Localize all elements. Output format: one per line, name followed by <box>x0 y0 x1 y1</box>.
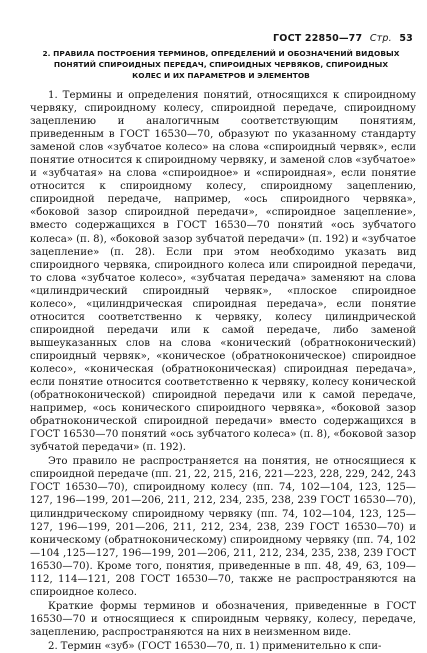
section-title: 2. ПРАВИЛА ПОСТРОЕНИЯ ТЕРМИНОВ, ОПРЕДЕЛЕНИЙ И ОБОЗНАЧЕНИЙ ВИДОВЫХ ПОНЯТИЙ СПИРОИДНЫХ ПЕРЕДАЧ, СПИРОИДНЫХ ЧЕРВЯКОВ, СПИРОИДНЫХ КОЛЕС И ИХ ПАРАМЕТРОВ И ЭЛЕМЕНТОВ <box>42 49 400 81</box>
paragraph-3: Краткие формы терминов и обозначения, приведенные в ГОСТ 16530—70 и относящиеся к спироидным червяку, колесу, передаче, зацеплению, распространяются на них в неизменном виде. <box>30 600 416 638</box>
page-label: Стр. <box>369 33 392 44</box>
page-header <box>269 33 413 44</box>
document-body <box>30 89 416 653</box>
page-number: 53 <box>399 33 413 44</box>
standard-number: ГОСТ 22850—77 <box>273 33 363 44</box>
paragraph-2: Это правило не распространяется на понятия, не относящиеся к спироидной передаче (пп. 21, 22, 215, 216, 221—223, 228, 229, 242, 243 ГОСТ 16530—70), спироидному колесу (пп. 74, 102—104, 123, 125—127, 196—199, 201—206, 211, 212, 234, 235, 238, 239 ГОСТ 16530—70), цилиндрическому спироидному червяку (пп. 74, 102—104, 123, 125—127, 196—199, 201—206, 211, 212, 234, 238, 239 ГОСТ 16530—70) и коническому (обратноконическому) спироидному червяку (пп. 74, 102—104 ,125—127, 196—199, 201—206, 211, 212, 234, 235, 238, 239 ГОСТ 16530—70). Кроме того, понятия, приведенные в пп. 48, 49, 63, 109—112, 114—121, 208 ГОСТ 16530—70, также не распространяются на спироидное колесо. <box>30 456 416 598</box>
paragraph-4: 2. Термин «зуб» (ГОСТ 16530—70, п. 1) применительно к спи- <box>48 640 382 652</box>
paragraph-1: 1. Термины и определения понятий, относящихся к спироидному червяку, спироидному колесу, спироидной передаче, спироидному зацеплению и аналогичным соответствующим понятиям, приведенным в ГОСТ 16530—70, образуют по указанному стандарту заменой слов «зубчатое колесо» на слова «спироидный червяк», если понятие относится к спироидному червяку, и заменой слов «зубчатое» и «зубчатая» на слова «спироидное» и «спироидная», если понятие относится к спироидному колесу, спироидному зацеплению, спироидной передаче, например, «ось спироидного червяка», «боковой зазор спироидной передачи», «спироидное зацепление», вместо содержащихся в ГОСТ 16530—70 понятий «ось зубчатого колеса» (п. 8), «боковой зазор зубчатой передачи» (п. 192) и «зубчатое зацепление» (п. 28). Если при этом необходимо указать вид спироидного червяка, спироидного колеса или спироидной передачи, то слова «зубчатое колесо», «зубчатая передача» заменяют на слова «цилиндрический спироидный червяк», «плоское спироидное колесо», «цилиндрическая спироидная передача», если понятие относится соответственно к червяку, колесу цилиндрической спироидной передачи или к самой передаче, либо заменой вышеуказанных слов на слова «конический (обратноконический) спироидный червяк», «коническое (обратноконическое) спироидное колесо», «коническая (обратноконическая) спироидная передача», если понятие относится соответственно к червяку, колесу конической (обратноконической) спироидной передачи или к самой передаче, например, «ось конического спироидного червяка», «боковой зазор обратноконической спироидной передачи» вместо содержащихся в ГОСТ 16530—70 понятий «ось зубчатого колеса» (п. 8), «боковой зазор зубчатой передачи» (п. 192). <box>30 90 416 454</box>
